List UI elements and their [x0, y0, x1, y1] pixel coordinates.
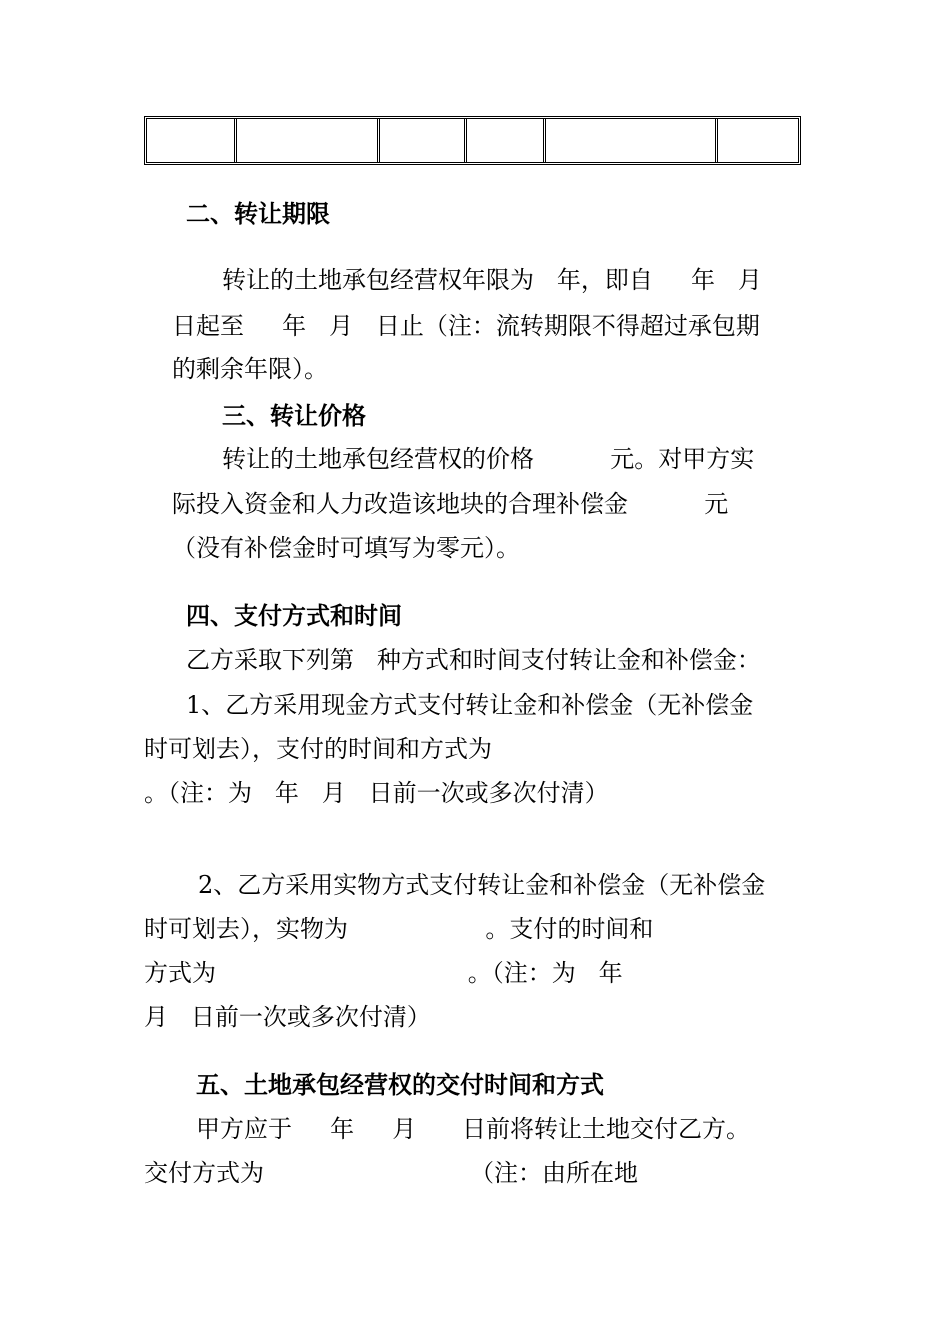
table-cell: [716, 119, 798, 162]
paragraph-line: （没有补偿金时可填写为零元）。: [172, 534, 520, 562]
table-cell: [465, 119, 544, 162]
paragraph-line: 。（注：为 年 月 日前一次或多次付清）: [144, 779, 609, 807]
section-heading: 五、土地承包经营权的交付时间和方式: [196, 1070, 604, 1099]
table-cell: [378, 119, 465, 162]
paragraph-line: 方式为 。（注：为 年: [144, 959, 623, 987]
paragraph-line: 2、乙方采用实物方式支付转让金和补偿金（无补偿金: [198, 871, 766, 899]
section-heading: 三、转让价格: [222, 401, 366, 430]
table-row: [147, 119, 798, 162]
table-cell: [147, 119, 235, 162]
paragraph-line: 1、乙方采用现金方式支付转让金和补偿金（无补偿金: [186, 691, 754, 719]
paragraph-line: 时可划去），支付的时间和方式为: [144, 735, 492, 763]
section-heading: 二、转让期限: [186, 199, 330, 228]
paragraph-line: 转让的土地承包经营权的价格 元。对甲方实: [222, 445, 755, 473]
paragraph-line: 转让的土地承包经营权年限为 年，即自 年 月: [222, 266, 762, 294]
paragraph-line: 的剩余年限）。: [172, 355, 328, 383]
paragraph-line: 乙方采取下列第 种方式和时间支付转让金和补偿金：: [186, 646, 761, 674]
section-heading: 四、支付方式和时间: [186, 601, 402, 630]
table-cell: [235, 119, 378, 162]
table-cell: [544, 119, 716, 162]
paragraph-line: 月 日前一次或多次付清）: [144, 1003, 431, 1031]
data-table: [144, 116, 801, 165]
paragraph-line: 际投入资金和人力改造该地块的合理补偿金 元: [172, 490, 729, 518]
paragraph-line: 甲方应于 年 月 日前将转让土地交付乙方。: [196, 1115, 751, 1143]
paragraph-line: 交付方式为 （注：由所在地: [144, 1159, 638, 1187]
paragraph-line: 时可划去），实物为 。支付的时间和: [144, 915, 654, 943]
paragraph-line: 日起至 年 月 日止（注：流转期限不得超过承包期: [172, 312, 760, 340]
